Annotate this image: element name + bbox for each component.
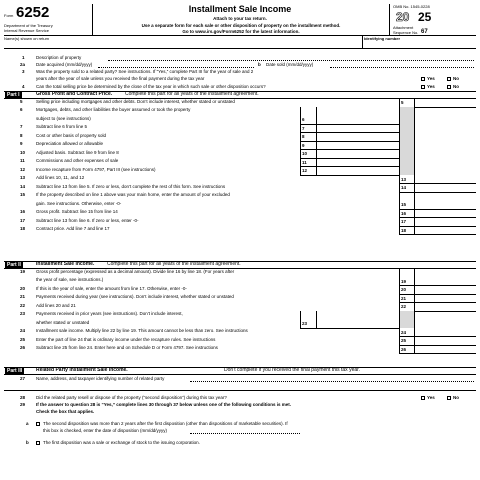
line-29a-letter: a	[26, 421, 29, 426]
line-6-outer-divider	[414, 107, 415, 124]
line-3-label: Was the property sold to a related party? See instructions. If “Yes,” complete Part III for the year of sale and 2	[36, 69, 254, 74]
line-6-box-number: 6	[302, 117, 305, 122]
form-number: 6252	[16, 4, 50, 21]
line-5-label: Selling price including mortgages and other debts. Don’t include interest, whether stated or unstated	[36, 98, 235, 104]
line-8-inner-divider	[300, 132, 301, 141]
line-15-outer-divider	[399, 192, 400, 209]
date-acquired-field[interactable]	[98, 67, 254, 68]
line-29a-label: The second disposition was more than 2 years after the first disposition (other than dispositions of marketable securities). If	[43, 421, 288, 426]
line-3-number: 3	[22, 69, 25, 74]
line-26-amount-field[interactable]	[415, 345, 475, 354]
line-28-yes-checkbox[interactable]	[421, 396, 425, 400]
line-25-amount-field[interactable]	[415, 336, 475, 345]
line-8-outer-divider	[414, 132, 415, 141]
line-26-rule	[399, 353, 476, 354]
line-6-label-cont: subject to (see instructions)	[36, 115, 91, 121]
line-3-no-label: No	[453, 76, 459, 81]
instruction-line-2: Go to www.irs.gov/Form6252 for the latest information.	[182, 29, 300, 34]
line-17-box-number: 17	[401, 219, 407, 224]
line-23-label-cont: whether stated or unstated	[36, 319, 90, 325]
line-18-amount-field[interactable]	[415, 226, 475, 235]
identifying-number-field[interactable]	[364, 42, 474, 47]
line-2a-number: 2a	[20, 62, 26, 67]
line-14-number: 14	[20, 183, 26, 189]
line-1-number: 1	[22, 55, 25, 60]
line-28-number: 28	[20, 395, 26, 400]
line-4-number: 4	[22, 84, 25, 89]
line-17-amount-field[interactable]	[415, 217, 475, 226]
line-10-box-number: 10	[302, 151, 308, 156]
line-16-box-number: 16	[401, 210, 407, 216]
line-21-number: 21	[20, 294, 26, 299]
line-23-shaded-cell	[400, 311, 414, 328]
line-18-rule	[399, 234, 476, 235]
line-19-label-cont: the year of sale, see instructions.)	[36, 277, 104, 282]
line-7-box-number: 7	[302, 125, 305, 131]
line-1-label: Description of property	[36, 55, 82, 60]
line-2b-label: Date sold (mm/dd/yyyy)	[266, 62, 314, 67]
line-8-amount-field[interactable]	[317, 132, 399, 141]
line-18-outer-divider	[399, 226, 400, 235]
line-29b-checkbox[interactable]	[36, 441, 40, 445]
tax-year-prefix: 20	[396, 10, 410, 24]
line-14-amount-field[interactable]	[415, 183, 475, 192]
line-13-label: Add lines 10, 11, and 12	[36, 175, 85, 180]
line-20-outer-divider	[399, 285, 400, 294]
part-2-label: Part II	[7, 261, 21, 268]
line-20-amount-field[interactable]	[415, 285, 475, 294]
line-16-number: 16	[20, 209, 26, 214]
line-7-shaded-cell	[400, 124, 414, 133]
line-15-label: If the property described on line 1 above was your main home, enter the amount of your excluded	[36, 192, 230, 197]
line-19-box-number: 19	[401, 278, 407, 284]
line-17-number: 17	[20, 217, 26, 223]
line-9-inner-divider	[300, 141, 301, 150]
part-1-subtitle: Complete this part for all years of the installment agreement.	[125, 91, 259, 97]
line-26-outer-divider	[399, 345, 400, 354]
dept-line1: Department of the Treasury	[4, 23, 53, 28]
line-29-label-cont: Check the box that applies.	[36, 409, 95, 414]
line-3-yes-checkbox[interactable]	[421, 77, 425, 81]
line-11-amount-field[interactable]	[317, 158, 399, 167]
disposition-date-field[interactable]	[190, 433, 300, 434]
line-13-number: 13	[20, 175, 26, 180]
form-label: Form	[4, 13, 14, 18]
line-29-label: If the answer to question 28 is “Yes,” complete lines 30 through 37 below unless one of the following conditions is met.	[36, 402, 292, 407]
line-27-label: Name, address, and taxpayer identifying number of related party	[36, 376, 165, 381]
line-12-inner-rule	[300, 175, 399, 176]
line-7-label: Subtract line 6 from line 5	[36, 124, 88, 129]
line-14-outer-divider	[399, 183, 400, 192]
line-6-shaded-cell	[400, 107, 414, 124]
line-17-outer-divider	[399, 217, 400, 226]
line-12-shaded-cell	[400, 166, 414, 175]
line-3-yes-label: Yes	[427, 76, 435, 81]
form-title: Installment Sale Income	[188, 4, 292, 14]
line-29a-checkbox[interactable]	[36, 422, 40, 426]
line-21-outer-divider	[399, 294, 400, 303]
line-10-number: 10	[20, 149, 26, 155]
line-24-amount-field[interactable]	[415, 328, 475, 337]
line-13-outer-divider	[399, 175, 400, 184]
line-20-box-number: 20	[401, 287, 407, 292]
line-5-number: 5	[20, 98, 23, 104]
name-label: Name(s) shown on return	[4, 36, 50, 41]
line-23-inner-divider	[300, 311, 301, 328]
dept-line2: Internal Revenue Service	[4, 28, 49, 33]
line-28-label: Did the related party resell or dispose of the property (“second disposition”) during this tax year?	[36, 395, 227, 400]
sequence-label: Sequence No.	[393, 30, 419, 35]
line-4-no-label: No	[453, 84, 459, 89]
line-16-label: Gross profit. Subtract line 15 from line 14	[36, 209, 118, 214]
sequence-number: 67	[421, 29, 428, 35]
line-10-amount-field[interactable]	[317, 149, 399, 158]
line-11-inner-divider	[300, 158, 301, 167]
line-23-amount-field[interactable]	[317, 311, 399, 328]
line-29b-label: The first disposition was a sale or exchange of stock to the issuing corporation.	[43, 440, 200, 445]
line-16-amount-field[interactable]	[415, 209, 475, 218]
line-5-outer-divider	[399, 98, 400, 107]
line-3-no-checkbox[interactable]	[447, 77, 451, 81]
line-18-box-number: 18	[401, 227, 407, 233]
line-18-number: 18	[20, 226, 26, 231]
related-party-field[interactable]	[190, 381, 474, 382]
line-22-label: Add lines 20 and 21	[36, 302, 76, 308]
line-5-amount-field[interactable]	[415, 98, 475, 107]
line-20-label: If this is the year of sale, enter the amount from line 17. Otherwise, enter -0-	[36, 285, 187, 291]
line-12-amount-field[interactable]	[317, 166, 399, 175]
line-3-label-cont: years after the year of sale unless you received the final payment during the tax year	[36, 76, 205, 81]
line-11-shaded-cell	[400, 158, 414, 167]
line-22-box-number: 22	[401, 304, 407, 309]
omb-number: OMB No. 1545-0228	[393, 4, 430, 9]
line-22-outer-divider	[399, 302, 400, 311]
line-6-label: Mortgages, debts, and other liabilities the buyer assumed or took the property	[36, 107, 191, 112]
line-28-no-checkbox[interactable]	[447, 396, 451, 400]
line-11-number: 11	[20, 158, 25, 163]
line-9-shaded-cell	[400, 141, 414, 150]
line-8-box-number: 8	[302, 134, 305, 139]
line-7-amount-field[interactable]	[317, 124, 399, 133]
line-21-label: Payments received during year (see instructions). Don’t include interest, whether stated or unstated	[36, 294, 234, 299]
line-15-amount-field[interactable]	[415, 192, 475, 209]
line-10-inner-divider	[300, 149, 301, 158]
part-1-title: Gross Profit and Contract Price.	[36, 91, 113, 97]
part-2-subtitle: Complete this part for all years of the installment agreement.	[107, 261, 241, 267]
line-12-label: Income recapture from Form 4797, Part III (see instructions)	[36, 166, 156, 172]
line-8-number: 8	[20, 132, 23, 138]
line-4-label: Can the total selling price be determined by the close of the tax year in which such sale or other disposition occurs?	[36, 84, 266, 89]
line-19-number: 19	[20, 268, 26, 274]
line-7-outer-divider	[414, 124, 415, 133]
line-23-number: 23	[20, 311, 26, 316]
line-9-label: Depreciation allowed or allowable	[36, 141, 104, 146]
line-23-inner-rule	[300, 328, 399, 329]
line-4-yes-checkbox[interactable]	[421, 85, 425, 89]
attach-line: Attach to your tax return.	[213, 16, 267, 21]
instruction-line-1: Use a separate form for each sale or other disposition of property on the installment method.	[141, 23, 341, 28]
attachment-label: Attachment	[393, 25, 414, 30]
line-23-label: Payments received in prior years (see instructions). Don’t include interest,	[36, 311, 183, 316]
line-26-label: Subtract line 25 from line 24. Enter here and on Schedule D or Form 4797. See instructions	[36, 345, 218, 350]
tax-year-suffix: 25	[418, 10, 432, 24]
part-3-label: Part III	[7, 367, 23, 374]
line-23-outer-divider	[414, 311, 415, 328]
line-1-field[interactable]	[108, 60, 474, 61]
line-19-label: Gross profit percentage (expressed as a decimal amount). Divide line 16 by line 18. (For years after	[36, 268, 235, 274]
line-12-inner-divider	[300, 166, 301, 175]
name-field[interactable]	[5, 42, 360, 47]
line-9-box-number: 9	[302, 142, 305, 148]
line-18-label: Contract price. Add line 7 and line 17	[36, 226, 110, 231]
line-11-label: Commissions and other expenses of sale	[36, 158, 119, 163]
line-10-shaded-cell	[400, 149, 414, 158]
line-15-box-number: 15	[401, 202, 407, 207]
line-9-number: 9	[20, 141, 23, 146]
line-15-number: 15	[20, 192, 26, 197]
line-7-inner-divider	[300, 124, 301, 133]
part-3-subtitle: Don’t complete if you received the final payment this tax year.	[224, 367, 360, 373]
line-27-number: 27	[20, 376, 26, 381]
line-14-box-number: 14	[401, 185, 407, 190]
line-10-label: Adjusted basis. Subtract line 9 from line 8	[36, 149, 119, 155]
line-6-inner-divider	[300, 107, 301, 124]
id-number-label: Identifying number	[364, 36, 400, 41]
line-10-outer-divider	[414, 149, 415, 158]
line-22-number: 22	[20, 302, 26, 308]
line-25-outer-divider	[399, 336, 400, 345]
line-4-no-checkbox[interactable]	[447, 85, 451, 89]
line-25-box-number: 25	[401, 338, 407, 343]
line-13-box-number: 13	[401, 176, 407, 182]
line-20-number: 20	[20, 285, 26, 291]
line-8-label: Cost or other basis of property sold	[36, 132, 107, 138]
line-24-outer-divider	[399, 328, 400, 337]
line-16-outer-divider	[399, 209, 400, 218]
line-29-number: 29	[20, 402, 26, 407]
line-22-amount-field[interactable]	[415, 302, 475, 311]
line-23-box-number: 23	[302, 321, 308, 326]
line-19-outer-divider	[399, 268, 400, 285]
line-29a-label-cont: this box is checked, enter the date of disposition (mm/dd/yyyy)	[43, 428, 168, 433]
line-24-label: Installment sale income. Multiply line 22 by line 19. This amount cannot be less than zero. See instructions	[36, 328, 248, 333]
line-15-label-cont: gain. See instructions. Otherwise, enter -0-	[36, 200, 122, 206]
date-sold-field[interactable]	[330, 67, 474, 68]
line-12-box-number: 12	[302, 168, 308, 173]
line-4-yes-label: Yes	[427, 84, 435, 89]
part-2-title: Installment Sale Income.	[36, 261, 95, 267]
line-26-box-number: 26	[401, 346, 407, 352]
line-14-label: Subtract line 13 from line 5. If zero or less, don’t complete the rest of this form. See instructions	[36, 183, 226, 189]
part-1-label: Part I	[7, 91, 20, 98]
line-9-outer-divider	[414, 141, 415, 150]
line-2a-label: Date acquired (mm/dd/yyyy)	[36, 62, 93, 67]
line-28-no-label: No	[453, 395, 459, 400]
line-6-amount-field[interactable]	[317, 107, 399, 124]
line-8-shaded-cell	[400, 132, 414, 141]
line-17-label: Subtract line 13 from line 6. If zero or less, enter -0-	[36, 217, 139, 223]
line-2b-number: b	[258, 62, 261, 67]
part-3-title: Related Party Installment Sale Income.	[36, 367, 128, 373]
line-11-box-number: 11	[302, 159, 307, 165]
line-9-amount-field[interactable]	[317, 141, 399, 150]
line-5-box-number: 5	[401, 100, 404, 105]
line-24-number: 24	[20, 328, 26, 333]
line-26-number: 26	[20, 345, 26, 350]
line-24-box-number: 24	[401, 329, 407, 335]
line-13-amount-field[interactable]	[415, 175, 475, 184]
line-28-yes-label: Yes	[427, 395, 435, 400]
line-12-outer-divider	[414, 166, 415, 175]
line-12-number: 12	[20, 166, 26, 172]
line-21-amount-field[interactable]	[415, 294, 475, 303]
line-25-label: Enter the part of line 24 that is ordinary income under the recapture rules. See instructions	[36, 336, 216, 342]
line-11-outer-divider	[414, 158, 415, 167]
line-6-number: 6	[20, 107, 23, 112]
line-21-box-number: 21	[401, 295, 407, 301]
line-25-number: 25	[20, 336, 26, 342]
line-7-number: 7	[20, 124, 23, 129]
line-19-amount-field[interactable]	[415, 268, 475, 285]
line-29b-letter: b	[26, 440, 29, 445]
